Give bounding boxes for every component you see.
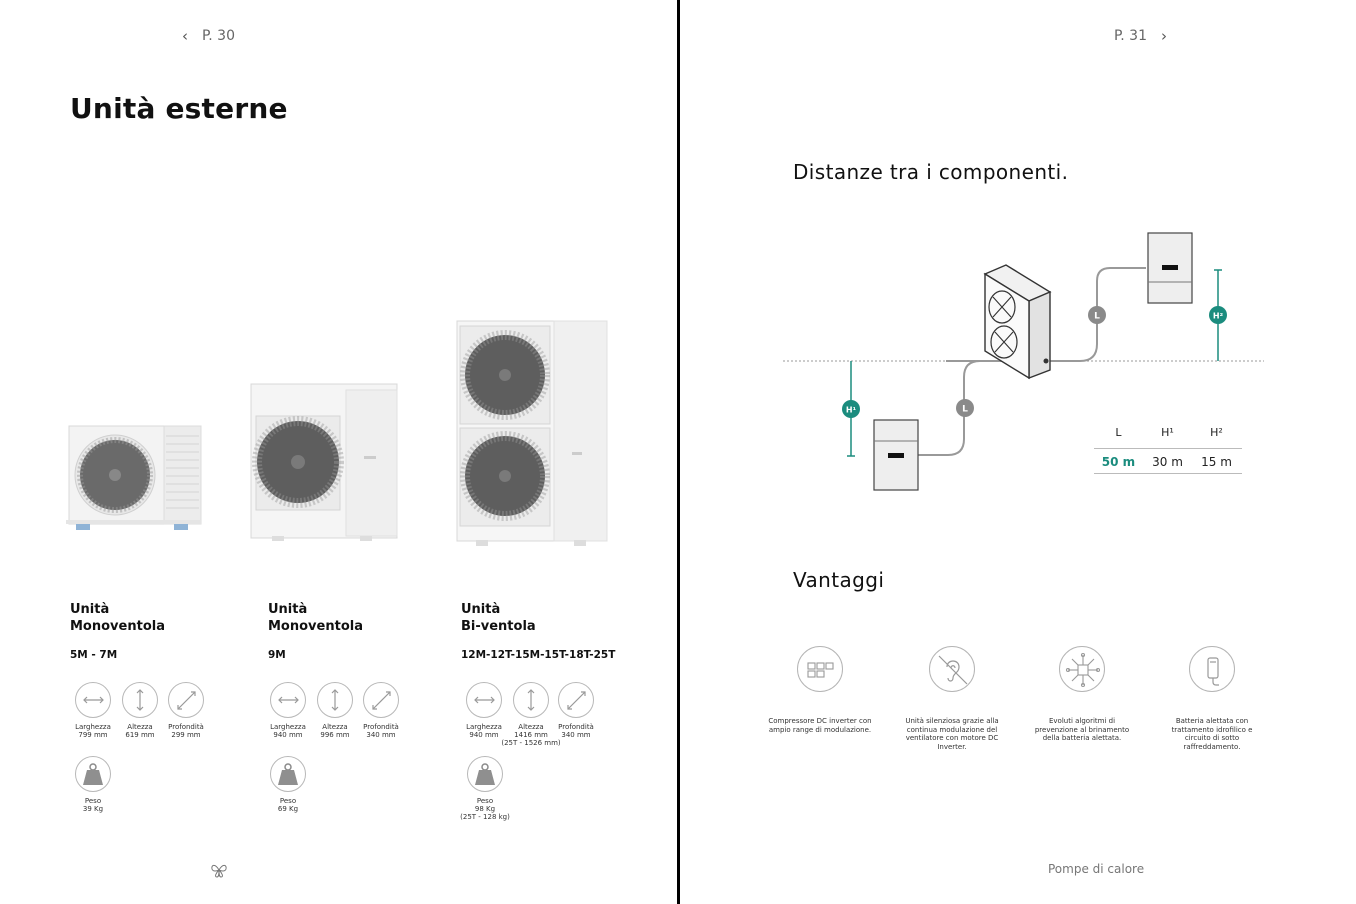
- silent-icon: [929, 646, 975, 692]
- left-page: [0, 0, 677, 904]
- spec-depth-2: Profondità 340 mm: [351, 682, 411, 739]
- chevron-left-icon[interactable]: ‹: [182, 27, 188, 45]
- distance-table: [1094, 426, 1242, 474]
- spec-weight-1: Peso 39 Kg: [63, 756, 123, 813]
- distances-heading: Distanze tra i componenti.: [793, 160, 1069, 184]
- indoor-unit-lower-diagram: [874, 420, 918, 490]
- footer-section-name: Pompe di calore: [1048, 862, 1145, 876]
- spec-weight-3: Peso 98 Kg (25T - 128 kg): [452, 756, 518, 821]
- brand-logo-icon: [209, 860, 229, 880]
- advantage-item-silent: Unità silenziosa grazie alla continua modulazione del ventilatore con motore DC Inverter.: [900, 646, 1004, 751]
- table-divider: [1094, 448, 1242, 449]
- page-number-left: P. 30: [202, 28, 235, 44]
- svg-text:L: L: [1094, 311, 1100, 322]
- spec-height-1: Altezza 619 mm: [110, 682, 170, 739]
- battery-coil-icon: [1189, 646, 1235, 692]
- depth-arrow-icon: [168, 682, 204, 718]
- outdoor-unit-monoventola-medium-image: [248, 380, 400, 548]
- height-arrow-icon: [317, 682, 353, 718]
- width-arrow-icon: [270, 682, 306, 718]
- outdoor-unit-biventola-image: [454, 318, 610, 550]
- table-header-row: L H¹ H²: [1115, 426, 1223, 439]
- spec-height-3: Altezza 1416 mm (25T - 1526 mm): [498, 682, 564, 747]
- product-models-3: 12M-12T-15M-15T-18T-25T: [461, 649, 616, 661]
- spec-depth-1: Profondità 299 mm: [156, 682, 216, 739]
- spec-width-1: Larghezza 799 mm: [63, 682, 123, 739]
- product-models-1: 5M - 7M: [70, 649, 118, 661]
- defrost-icon: [1059, 646, 1105, 692]
- product-name-2: Unità Monoventola: [268, 602, 363, 634]
- width-arrow-icon: [466, 682, 502, 718]
- svg-text:L: L: [962, 404, 968, 415]
- advantage-item-battery: Batteria alettata con trattamento idrofilico e circuito di sotto raffreddamento.: [1160, 646, 1264, 751]
- outdoor-unit-monoventola-small-image: [66, 420, 208, 544]
- page-nav-left: [182, 27, 235, 45]
- right-page: [680, 0, 1356, 904]
- weight-icon: [467, 756, 503, 792]
- advantages-heading: Vantaggi: [793, 568, 885, 592]
- product-models-2: 9M: [268, 649, 286, 661]
- width-arrow-icon: [75, 682, 111, 718]
- spec-weight-2: Peso 69 Kg: [258, 756, 318, 813]
- page-nav-right: [1114, 27, 1167, 45]
- height-arrow-icon: [122, 682, 158, 718]
- depth-arrow-icon: [558, 682, 594, 718]
- page-number-right: P. 31: [1114, 28, 1147, 44]
- spec-width-2: Larghezza 940 mm: [258, 682, 318, 739]
- table-divider: [1094, 473, 1242, 474]
- page-title: Unità esterne: [70, 92, 288, 125]
- spec-height-2: Altezza 996 mm: [305, 682, 365, 739]
- depth-arrow-icon: [363, 682, 399, 718]
- compressor-icon: [797, 646, 843, 692]
- advantage-item-defrost: Evoluti algoritmi di prevenzione al brinamento della batteria alettata.: [1030, 646, 1134, 743]
- advantage-item-compressor: Compressore DC inverter con ampio range di modulazione.: [768, 646, 872, 734]
- product-name-1: Unità Monoventola: [70, 602, 165, 634]
- weight-icon: [270, 756, 306, 792]
- weight-icon: [75, 756, 111, 792]
- indoor-unit-upper-diagram: [1148, 233, 1192, 303]
- svg-text:H¹: H¹: [845, 405, 857, 415]
- table-row: 50 m 30 m 15 m: [1101, 455, 1232, 469]
- spec-width-3: Larghezza 940 mm: [454, 682, 514, 739]
- svg-text:H²: H²: [1212, 311, 1224, 321]
- product-name-3: Unità Bi-ventola: [461, 602, 536, 634]
- chevron-right-icon[interactable]: ›: [1160, 27, 1167, 45]
- spec-depth-3: Profondità 340 mm: [546, 682, 606, 739]
- height-arrow-icon: [513, 682, 549, 718]
